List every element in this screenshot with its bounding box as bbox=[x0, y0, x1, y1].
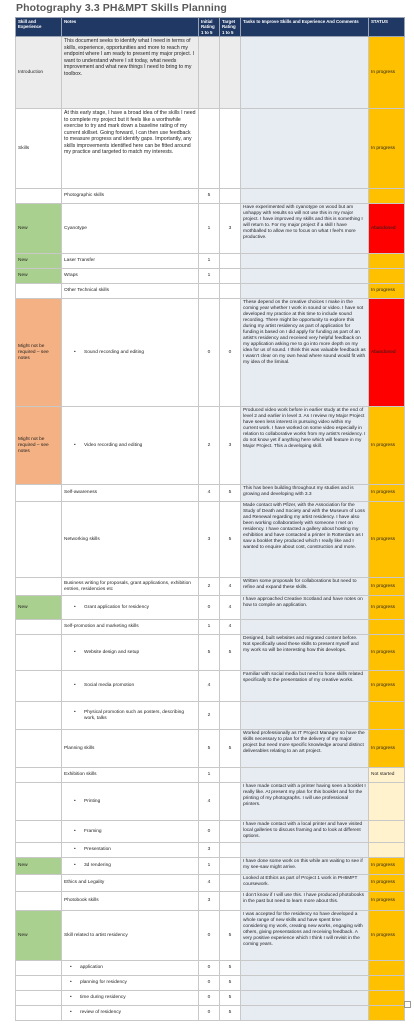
table-row bbox=[16, 1006, 405, 1021]
initial-rating: 5 bbox=[199, 635, 220, 671]
improve-cell bbox=[241, 269, 369, 284]
table-row bbox=[16, 671, 405, 702]
skill-cell bbox=[16, 783, 62, 821]
improve-cell: Have experimented with cyanotype on wood but am unhappy with results so will not use this in my major project. I have improved my skills and this is something I will return to. For my major project if a skill I have mothballed to allow me to focus on what I feel’s more productive. bbox=[241, 204, 369, 254]
table-row bbox=[16, 858, 405, 875]
status-cell: In progress bbox=[369, 407, 405, 485]
target-rating: 5 bbox=[220, 635, 241, 671]
skill-cell bbox=[16, 189, 62, 204]
improve-cell: I have made contact with a local printer and have visited local galleries to discuss framing and to look at different options. bbox=[241, 821, 369, 843]
improve-cell: I have approached Creative Scotland and have notes on how to compile an application. bbox=[241, 596, 369, 620]
notes-cell: Self-awareness bbox=[62, 485, 199, 502]
table-row bbox=[16, 976, 405, 991]
status-cell: In progress bbox=[369, 671, 405, 702]
skill-cell: New bbox=[16, 269, 62, 284]
initial-rating bbox=[199, 284, 220, 299]
skill-cell: Might not be required – see notes bbox=[16, 299, 62, 407]
notes-cell: • application bbox=[62, 961, 199, 976]
target-rating bbox=[220, 768, 241, 783]
header-notes: Notes bbox=[62, 18, 199, 37]
notes-cell: This document seeks to identify what I need in terms of skills, experience, opportunities and more to reach my endpoint where I am ready to present my major project. I want to understand where I sit today, what needs improvement and what new things I need to bring to my toolbox. bbox=[62, 37, 199, 109]
notes-cell: Exhibition skills bbox=[62, 768, 199, 783]
target-rating bbox=[220, 821, 241, 843]
target-rating: 5 bbox=[220, 502, 241, 578]
target-rating bbox=[220, 875, 241, 892]
status-cell: In progress bbox=[369, 109, 405, 189]
improve-cell bbox=[241, 189, 369, 204]
skill-cell bbox=[16, 875, 62, 892]
target-rating bbox=[220, 892, 241, 911]
table-row bbox=[16, 730, 405, 768]
target-rating bbox=[220, 843, 241, 858]
target-rating: 0 bbox=[220, 299, 241, 407]
table-row bbox=[16, 620, 405, 635]
status-cell: In progress bbox=[369, 892, 405, 911]
notes-cell: • Grant application for residency bbox=[62, 596, 199, 620]
status-cell: In progress bbox=[369, 284, 405, 299]
notes-cell: Networking skills bbox=[62, 502, 199, 578]
table-row bbox=[16, 502, 405, 578]
skill-cell bbox=[16, 843, 62, 858]
status-cell: In progress bbox=[369, 635, 405, 671]
notes-cell: • planning for residency bbox=[62, 976, 199, 991]
notes-cell: Photographic skills bbox=[62, 189, 199, 204]
table-row bbox=[16, 189, 405, 204]
target-rating bbox=[220, 269, 241, 284]
initial-rating: 2 bbox=[199, 578, 220, 596]
improve-cell: Written some proposals for collaborations but need to refine and expand these skills. bbox=[241, 578, 369, 596]
status-cell bbox=[369, 976, 405, 991]
status-cell bbox=[369, 783, 405, 821]
header-status: STATUS bbox=[369, 18, 405, 37]
target-rating bbox=[220, 702, 241, 730]
skill-cell bbox=[16, 768, 62, 783]
skill-cell: New bbox=[16, 596, 62, 620]
skill-cell bbox=[16, 961, 62, 976]
skill-cell bbox=[16, 671, 62, 702]
improve-cell bbox=[241, 284, 369, 299]
improve-cell bbox=[241, 843, 369, 858]
target-rating: 4 bbox=[220, 596, 241, 620]
improve-cell: Looked at Ethics as part of Project 1 work in PH6MPT coursework. bbox=[241, 875, 369, 892]
table-row bbox=[16, 821, 405, 843]
initial-rating: 4 bbox=[199, 671, 220, 702]
improve-cell bbox=[241, 991, 369, 1006]
skill-cell bbox=[16, 578, 62, 596]
initial-rating: 4 bbox=[199, 783, 220, 821]
skill-cell bbox=[16, 821, 62, 843]
initial-rating: 4 bbox=[199, 875, 220, 892]
skill-cell: New bbox=[16, 911, 62, 961]
improve-cell: I have made contact with a printer having seen a booklet I really like. At present my plan for this booklet and for the printing of my photographs. I will use professional printers. bbox=[241, 783, 369, 821]
initial-rating: 3 bbox=[199, 892, 220, 911]
skill-cell: New bbox=[16, 254, 62, 269]
improve-cell bbox=[241, 702, 369, 730]
target-rating: 5 bbox=[220, 730, 241, 768]
notes-cell: • Website design and setup bbox=[62, 635, 199, 671]
target-rating bbox=[220, 189, 241, 204]
notes-cell: Photobook skills bbox=[62, 892, 199, 911]
skill-cell bbox=[16, 485, 62, 502]
notes-cell: Laser Transfer bbox=[62, 254, 199, 269]
improve-cell: These depend on the creative choices I make in the coming year whether I work in sound or video. I have not developed my practice at this time to include sound recording. There might be opportunity to explore this during my artist residency as part of application for funding is based on I did apply for funding as part of an artist’s residency and received very helpful feedback on my application asking me to go into more depth on my idea for us of sound. I think this was valuable feedback as I wasn’t clear on my own head where sound would fit with my idea of the liminal. bbox=[241, 299, 369, 407]
notes-cell: Cyanotype bbox=[62, 204, 199, 254]
notes-cell: • review of residency bbox=[62, 1006, 199, 1021]
status-cell: Abandoned bbox=[369, 299, 405, 407]
table-row bbox=[16, 204, 405, 254]
status-cell: Not started bbox=[369, 768, 405, 783]
notes-cell: Ethics and Legality bbox=[62, 875, 199, 892]
initial-rating: 0 bbox=[199, 821, 220, 843]
target-rating bbox=[220, 254, 241, 269]
table-row bbox=[16, 269, 405, 284]
notes-cell: Wraps bbox=[62, 269, 199, 284]
target-rating bbox=[220, 783, 241, 821]
improve-cell bbox=[241, 976, 369, 991]
header-improve: Tasks to Improve Skills and Experience And Comments bbox=[241, 18, 369, 37]
notes-cell: Planning skills bbox=[62, 730, 199, 768]
status-cell: In progress bbox=[369, 502, 405, 578]
notes-cell: At this early stage, I have a broad idea of the skills I need to complete my project but it feels like a worthwhile exercise to try and mark down a baseline rating of my current skillset. Going forward, I can then use feedback to measure progress and identify gaps. Importantly, any skills improvements identified here can be fitted around my practice and targeted to match my interests. bbox=[62, 109, 199, 189]
improve-cell bbox=[241, 1006, 369, 1021]
status-cell: In progress bbox=[369, 911, 405, 961]
status-cell: Abandoned bbox=[369, 204, 405, 254]
status-cell bbox=[369, 269, 405, 284]
improve-cell bbox=[241, 961, 369, 976]
skill-cell bbox=[16, 976, 62, 991]
skill-cell bbox=[16, 284, 62, 299]
improve-cell: Made contact with Pfizer, with the Association for the Study of Death and Society and with the Museum of Loss and Renewal regarding my artist residency. I have also been working collaboratively with someone I met on residency. I have contacted a gallery about hosting my exhibition and have contacted a printer in Rotterdam as I saw a booklet they produced which I really like and I wanted to enquire about cost, construction and more. bbox=[241, 502, 369, 578]
skill-cell bbox=[16, 702, 62, 730]
status-cell bbox=[369, 991, 405, 1006]
improve-cell: I was accepted for the residency so have developed a whole range of new skills and have spent time considering my work, creating new works, engaging with others, giving presentations and receiving feedback. A very positive experience which I think I will revisit in the coming years. bbox=[241, 911, 369, 961]
notes-cell: • Physical promotion such as posters, describing work, talks bbox=[62, 702, 199, 730]
initial-rating: 1 bbox=[199, 254, 220, 269]
initial-rating: 2 bbox=[199, 702, 220, 730]
notes-cell: Business writing for proposals, grant applications, exhibition entries, residencies etc bbox=[62, 578, 199, 596]
initial-rating: 4 bbox=[199, 485, 220, 502]
status-cell: In progress bbox=[369, 578, 405, 596]
initial-rating: 3 bbox=[199, 502, 220, 578]
table-row bbox=[16, 991, 405, 1006]
improve-cell: I have done some work on this while am waiting to see if my see-saw might arrive. bbox=[241, 858, 369, 875]
improve-cell: Familiar with social media but need to hone skills related specifically to the presentation of my creative works. bbox=[241, 671, 369, 702]
target-rating: 4 bbox=[220, 620, 241, 635]
status-cell bbox=[369, 702, 405, 730]
target-rating: 5 bbox=[220, 485, 241, 502]
table-row bbox=[16, 875, 405, 892]
table-row bbox=[16, 892, 405, 911]
initial-rating: 1 bbox=[199, 204, 220, 254]
table-row bbox=[16, 485, 405, 502]
table-row bbox=[16, 961, 405, 976]
notes-cell: • Social media promotion bbox=[62, 671, 199, 702]
target-rating bbox=[220, 37, 241, 109]
skill-cell bbox=[16, 730, 62, 768]
improve-cell: I don’t know if I will use this. I have produced photobooks in the past but need to learn more about this. bbox=[241, 892, 369, 911]
status-cell bbox=[369, 843, 405, 858]
initial-rating: 0 bbox=[199, 596, 220, 620]
skill-cell bbox=[16, 892, 62, 911]
target-rating: 5 bbox=[220, 976, 241, 991]
target-rating: 5 bbox=[220, 911, 241, 961]
page-title: Photography 3.3 PH&MPT Skills Planning bbox=[16, 2, 227, 14]
improve-cell: This has been building throughout my studies and is growing and developing with 3.3 bbox=[241, 485, 369, 502]
initial-rating: 0 bbox=[199, 961, 220, 976]
initial-rating: 5 bbox=[199, 189, 220, 204]
notes-cell: Self-promotion and marketing skills bbox=[62, 620, 199, 635]
target-rating bbox=[220, 109, 241, 189]
notes-cell: • Framing bbox=[62, 821, 199, 843]
table-row bbox=[16, 284, 405, 299]
status-cell: In progress bbox=[369, 37, 405, 109]
initial-rating: 1 bbox=[199, 269, 220, 284]
initial-rating: 2 bbox=[199, 407, 220, 485]
notes-cell: • Sound recording and editing bbox=[62, 299, 199, 407]
status-cell bbox=[369, 961, 405, 976]
header-skill: Skill and Experience bbox=[16, 18, 62, 37]
skill-cell bbox=[16, 635, 62, 671]
skill-cell bbox=[16, 620, 62, 635]
status-cell: In progress bbox=[369, 875, 405, 892]
target-rating: 5 bbox=[220, 961, 241, 976]
initial-rating: 0 bbox=[199, 299, 220, 407]
status-cell: In progress bbox=[369, 858, 405, 875]
notes-cell: • Printing bbox=[62, 783, 199, 821]
initial-rating: 1 bbox=[199, 858, 220, 875]
header-initial: Initial Rating 1 to 5 bbox=[199, 18, 220, 37]
header-target: Target Rating 1 to 5 bbox=[220, 18, 241, 37]
target-rating: 5 bbox=[220, 1006, 241, 1021]
improve-cell bbox=[241, 109, 369, 189]
status-cell bbox=[369, 189, 405, 204]
initial-rating: 0 bbox=[199, 991, 220, 1006]
initial-rating: 0 bbox=[199, 1006, 220, 1021]
table-row bbox=[16, 254, 405, 269]
initial-rating: 3 bbox=[199, 843, 220, 858]
table-row bbox=[16, 783, 405, 821]
status-cell: In progress bbox=[369, 730, 405, 768]
skill-cell bbox=[16, 502, 62, 578]
notes-cell: • 3d rendering bbox=[62, 858, 199, 875]
notes-cell: Other Technical skills bbox=[62, 284, 199, 299]
skill-cell bbox=[16, 1006, 62, 1021]
table-row bbox=[16, 702, 405, 730]
target-rating: 3 bbox=[220, 204, 241, 254]
table-row bbox=[16, 911, 405, 961]
header-row bbox=[16, 18, 405, 37]
notes-cell: Skill related to artist residency bbox=[62, 911, 199, 961]
initial-rating: 5 bbox=[199, 730, 220, 768]
improve-cell: Produced video work before in earlier study at the end of level 2 and earlier in level 3. As I review my Major Project have seen less interest in pursuing video within my current work. I have worked on some video especially in relation to collaborative works from my artist’s residency. I do not know yet if anything here which will feature in my Major Project. This a developing skill. bbox=[241, 407, 369, 485]
status-cell bbox=[369, 620, 405, 635]
initial-rating: 1 bbox=[199, 620, 220, 635]
initial-rating: 0 bbox=[199, 976, 220, 991]
improve-cell: Designed, built websites and migrated content before. Not specifically used these skills to present myself and my work so will be interesting how this develops. bbox=[241, 635, 369, 671]
target-rating: 3 bbox=[220, 407, 241, 485]
target-rating bbox=[220, 284, 241, 299]
improve-cell bbox=[241, 37, 369, 109]
table-row bbox=[16, 768, 405, 783]
improve-cell: Worked professionally as IT Project Manager so have the skills necessary to plan for the delivery of my major project but need more specific knowledge around distinct deliverables relating to an art project. bbox=[241, 730, 369, 768]
status-cell: In progress bbox=[369, 596, 405, 620]
table-resize-handle[interactable] bbox=[404, 1001, 411, 1008]
table-row bbox=[16, 109, 405, 189]
initial-rating bbox=[199, 37, 220, 109]
skill-cell: Skills bbox=[16, 109, 62, 189]
initial-rating: 0 bbox=[199, 911, 220, 961]
improve-cell bbox=[241, 620, 369, 635]
status-cell bbox=[369, 1006, 405, 1021]
initial-rating: 1 bbox=[199, 768, 220, 783]
notes-cell: • Presentation bbox=[62, 843, 199, 858]
table-row bbox=[16, 37, 405, 109]
status-cell bbox=[369, 254, 405, 269]
table-row bbox=[16, 843, 405, 858]
improve-cell bbox=[241, 254, 369, 269]
skills-table bbox=[15, 17, 405, 1021]
notes-cell: • Video recording and editing bbox=[62, 407, 199, 485]
table-row bbox=[16, 635, 405, 671]
status-cell bbox=[369, 821, 405, 843]
status-cell: In progress bbox=[369, 485, 405, 502]
skill-cell: Might not be required – see notes bbox=[16, 407, 62, 485]
target-rating bbox=[220, 671, 241, 702]
skill-cell: New bbox=[16, 858, 62, 875]
notes-cell: • time during residency bbox=[62, 991, 199, 1006]
initial-rating bbox=[199, 109, 220, 189]
target-rating: 5 bbox=[220, 991, 241, 1006]
table-row bbox=[16, 596, 405, 620]
table-row bbox=[16, 578, 405, 596]
table-row bbox=[16, 299, 405, 407]
improve-cell bbox=[241, 768, 369, 783]
skill-cell bbox=[16, 991, 62, 1006]
target-rating: 4 bbox=[220, 578, 241, 596]
skill-cell: New bbox=[16, 204, 62, 254]
target-rating bbox=[220, 858, 241, 875]
table-row bbox=[16, 407, 405, 485]
skill-cell: Introduction bbox=[16, 37, 62, 109]
